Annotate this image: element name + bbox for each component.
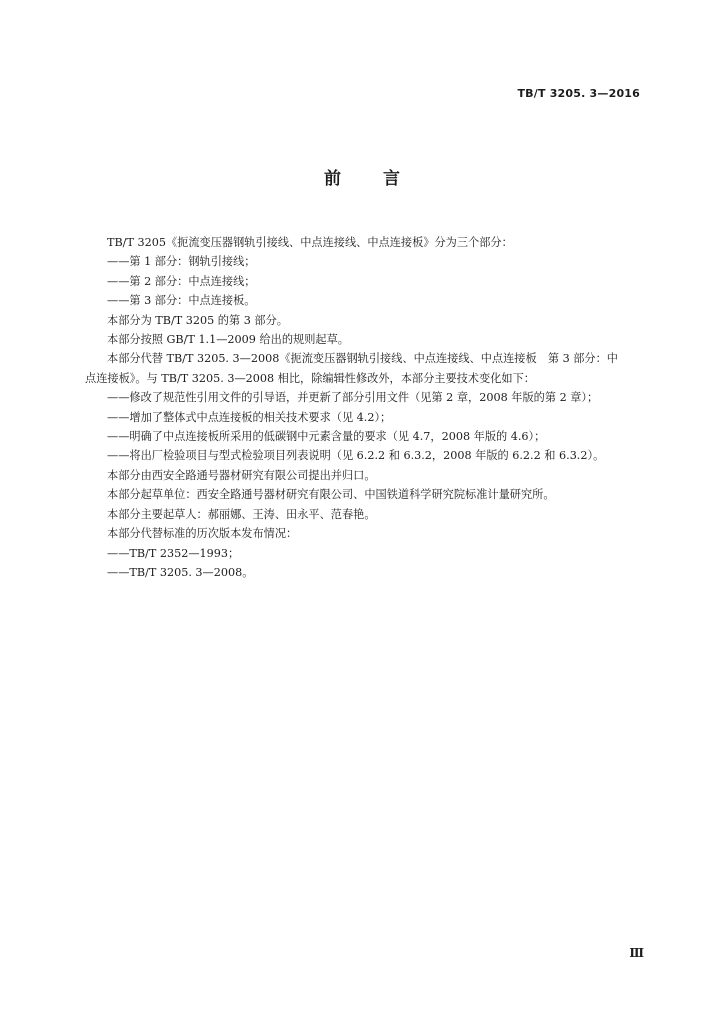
list-item: ——修改了规范性引用文件的引导语，并更新了部分引用文件（见第 2 章，2008 年版的第 2 章）； xyxy=(107,391,599,405)
document-code: TB/T 3205. 3—2016 xyxy=(517,87,640,100)
page-number: Ⅲ xyxy=(629,946,644,960)
page-title xyxy=(0,164,724,189)
paragraph: 本部分起草单位：西安全路通号器材研究有限公司、中国铁道科学研究院标准计量研究所。 xyxy=(107,488,555,502)
title-char-1: 前 xyxy=(324,169,341,189)
paragraph: 本部分代替标准的历次版本发布情况： xyxy=(107,527,298,541)
list-item: ——第 3 部分：中点连接板。 xyxy=(107,294,256,308)
paragraph: TB/T 3205《扼流变压器钢轨引接线、中点连接线、中点连接板》分为三个部分： xyxy=(107,236,513,249)
paragraph: 本部分按照 GB/T 1.1—2009 给出的规则起草。 xyxy=(107,333,349,347)
list-item: ——TB/T 3205. 3—2008。 xyxy=(107,565,254,579)
paragraph: 本部分代替 TB/T 3205. 3—2008《扼流变压器钢轨引接线、中点连接线、中点连接板 第 3 部分：中 xyxy=(107,352,618,366)
list-item: ——增加了整体式中点连接板的相关技术要求（见 4.2）； xyxy=(107,410,392,424)
title-char-2: 言 xyxy=(383,169,400,189)
paragraph-continuation: 点连接板》。与 TB/T 3205. 3—2008 相比，除编辑性修改外，本部分主要技术变化如下： xyxy=(85,371,535,385)
list-item: ——第 1 部分：钢轨引接线； xyxy=(107,255,256,269)
paragraph: 本部分由西安全路通号器材研究有限公司提出并归口。 xyxy=(107,468,376,482)
list-item: ——明确了中点连接板所采用的低碳钢中元素含量的要求（见 4.7，2008 年版的 4.6）； xyxy=(107,430,546,444)
paragraph: 本部分主要起草人：郝丽娜、王涛、田永平、范春艳。 xyxy=(107,507,376,521)
paragraph: 本部分为 TB/T 3205 的第 3 部分。 xyxy=(107,313,288,327)
list-item: ——第 2 部分：中点连接线； xyxy=(107,274,256,288)
list-item: ——将出厂检验项目与型式检验项目列表说明（见 6.2.2 和 6.3.2，2008 年版的 6.2.2 和 6.3.2）。 xyxy=(107,449,605,463)
list-item: ——TB/T 2352—1993； xyxy=(107,546,240,560)
foreword-body xyxy=(85,233,641,582)
